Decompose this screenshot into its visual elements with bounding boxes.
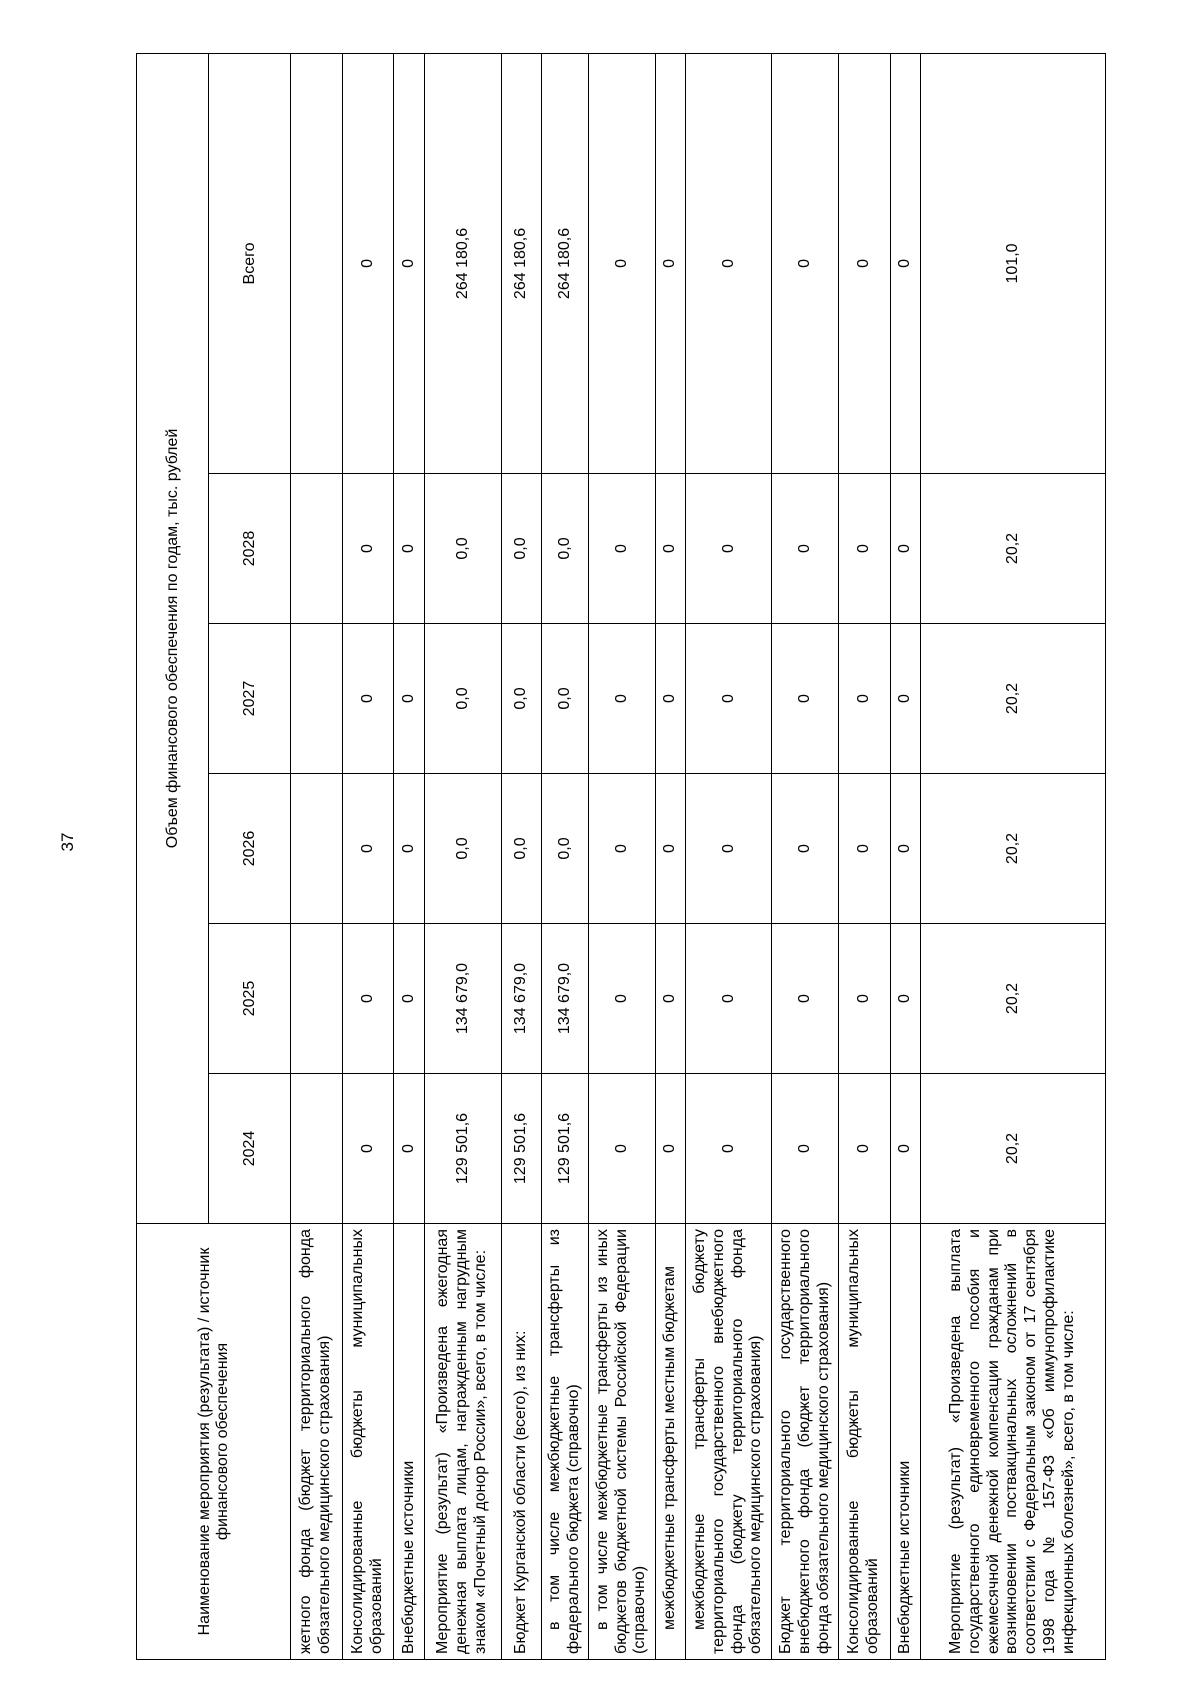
row-total-value: 0 — [589, 53, 655, 473]
row-label: Консолидированные бюджеты муниципальных образований — [342, 1224, 394, 1660]
row-label: Внебюджетные источники — [890, 1224, 920, 1660]
row-year-value: 0,0 — [424, 774, 502, 924]
row-year-value — [291, 774, 343, 924]
row-year-value: 0 — [685, 1074, 772, 1224]
header-year: 2026 — [209, 774, 291, 924]
row-year-value: 0 — [589, 774, 655, 924]
row-year-value — [291, 624, 343, 774]
row-total-value: 264 180,6 — [502, 53, 542, 473]
row-year-value: 0 — [394, 474, 424, 624]
row-year-value: 20,2 — [920, 624, 1105, 774]
row-label: Мероприятие (результат) «Произведена выплата государственного единовременного пособия и ежемесячной денежной компенсации гражданам при возникновении поствакцинальных осложнений в соответствии с Федеральным законом от 17 сентября 1998 года № 157-ФЗ «Об иммунопрофилактике инфекционных болезней», всего, в том числе: — [920, 1224, 1105, 1660]
row-year-value: 0 — [772, 774, 838, 924]
row-year-value: 0 — [890, 1074, 920, 1224]
header-year: 2027 — [209, 624, 291, 774]
header-year: 2025 — [209, 924, 291, 1074]
row-year-value: 0 — [685, 924, 772, 1074]
row-year-value — [291, 1074, 343, 1224]
table-row — [342, 53, 394, 1659]
row-year-value: 0 — [589, 624, 655, 774]
row-year-value: 129 501,6 — [502, 1074, 542, 1224]
table-row — [502, 53, 542, 1659]
row-year-value: 20,2 — [920, 924, 1105, 1074]
row-year-value: 0 — [342, 924, 394, 1074]
row-year-value: 0 — [685, 624, 772, 774]
row-year-value: 0,0 — [541, 774, 588, 924]
row-label: Бюджет территориального государственного внебюджетного фонда (бюджет территориального фонда обязательного медицинского страхования) — [772, 1224, 838, 1660]
row-year-value: 0 — [838, 924, 890, 1074]
row-year-value: 0 — [655, 474, 685, 624]
header-total: Всего — [209, 53, 291, 473]
row-year-value: 0 — [655, 624, 685, 774]
header-year: 2028 — [209, 474, 291, 624]
row-year-value: 0 — [394, 924, 424, 1074]
row-total-value: 0 — [838, 53, 890, 473]
row-year-value: 0 — [342, 474, 394, 624]
row-year-value: 0 — [838, 624, 890, 774]
row-year-value: 0,0 — [424, 624, 502, 774]
row-total-value: 264 180,6 — [424, 53, 502, 473]
row-year-value: 0 — [342, 624, 394, 774]
row-year-value: 0,0 — [502, 624, 542, 774]
header-year: 2024 — [209, 1074, 291, 1224]
row-label: в том числе межбюджетные трансферты из иных бюджетов бюджетной системы Российской Федерации (справочно) — [589, 1224, 655, 1660]
table-row — [541, 53, 588, 1659]
row-label: Внебюджетные источники — [394, 1224, 424, 1660]
row-year-value: 0 — [838, 474, 890, 624]
row-year-value: 134 679,0 — [541, 924, 588, 1074]
row-year-value: 134 679,0 — [502, 924, 542, 1074]
row-year-value: 0 — [394, 774, 424, 924]
row-year-value: 0,0 — [541, 474, 588, 624]
row-year-value: 20,2 — [920, 1074, 1105, 1224]
row-year-value: 0 — [890, 624, 920, 774]
row-year-value: 134 679,0 — [424, 924, 502, 1074]
row-year-value: 0 — [772, 474, 838, 624]
row-year-value: 0,0 — [424, 474, 502, 624]
row-year-value: 0 — [685, 774, 772, 924]
row-year-value: 0 — [589, 474, 655, 624]
row-label: межбюджетные трансферты бюджету территориального государственного внебюджетного фонда (бюджету территориального фонда обязательного медицинского страхования) — [685, 1224, 772, 1660]
row-year-value: 0 — [655, 924, 685, 1074]
row-year-value: 0 — [890, 774, 920, 924]
row-year-value: 0 — [589, 924, 655, 1074]
row-year-value: 0 — [589, 1074, 655, 1224]
row-year-value: 0 — [394, 1074, 424, 1224]
row-total-value: 264 180,6 — [541, 53, 588, 473]
header-row-1 — [137, 53, 209, 1659]
row-year-value: 0 — [772, 1074, 838, 1224]
row-year-value: 20,2 — [920, 774, 1105, 924]
row-year-value — [291, 924, 343, 1074]
row-total-value: 0 — [655, 53, 685, 473]
row-year-value: 0 — [342, 774, 394, 924]
row-total-value: 0 — [342, 53, 394, 473]
financing-table — [136, 53, 1106, 1660]
row-total-value: 0 — [772, 53, 838, 473]
table-row — [589, 53, 655, 1659]
row-year-value: 0,0 — [502, 474, 542, 624]
row-year-value: 0 — [394, 624, 424, 774]
row-label: Консолидированные бюджеты муниципальных образований — [838, 1224, 890, 1660]
row-label: Бюджет Курганской области (всего), из них: — [502, 1224, 542, 1660]
row-year-value: 20,2 — [920, 474, 1105, 624]
row-total-value: 0 — [685, 53, 772, 473]
rotated-page-content — [136, 54, 1106, 1660]
row-total-value: 0 — [394, 53, 424, 473]
row-year-value: 0,0 — [541, 624, 588, 774]
row-year-value — [291, 474, 343, 624]
row-year-value: 0 — [838, 1074, 890, 1224]
row-year-value: 0 — [655, 774, 685, 924]
row-total-value: 0 — [890, 53, 920, 473]
row-year-value: 0 — [838, 774, 890, 924]
table-row — [890, 53, 920, 1659]
row-year-value: 0 — [890, 474, 920, 624]
row-label: межбюджетные трансферты местным бюджетам — [655, 1224, 685, 1660]
table-row — [685, 53, 772, 1659]
row-year-value: 0,0 — [502, 774, 542, 924]
row-year-value: 129 501,6 — [541, 1074, 588, 1224]
row-label: в том числе межбюджетные трансферты из федерального бюджета (справочно) — [541, 1224, 588, 1660]
table-row — [655, 53, 685, 1659]
row-year-value: 0 — [685, 474, 772, 624]
row-year-value: 0 — [655, 1074, 685, 1224]
table-row — [920, 53, 1105, 1659]
table-row — [394, 53, 424, 1659]
row-year-value: 0 — [772, 924, 838, 1074]
table-row — [424, 53, 502, 1659]
row-year-value: 0 — [342, 1074, 394, 1224]
page-number: 37 — [58, 832, 77, 852]
row-total-value — [291, 53, 343, 473]
row-label: жетного фонда (бюджет территориального фонда обязательного медицинского страхования) — [291, 1224, 343, 1660]
row-total-value: 101,0 — [920, 53, 1105, 473]
table-row — [838, 53, 890, 1659]
row-label: Мероприятие (результат) «Произведена ежегодная денежная выплата лицам, награжденным нагрудным знаком «Почетный донор России», всего, в том числе: — [424, 1224, 502, 1660]
table-row — [291, 53, 343, 1659]
row-year-value: 0 — [772, 624, 838, 774]
header-name-column: Наименование мероприятия (результата) / источник финансового обеспечения — [137, 1224, 291, 1660]
header-financing-group: Объем финансового обеспечения по годам, тыс. рублей — [137, 53, 209, 1223]
row-year-value: 0 — [890, 924, 920, 1074]
table-row — [772, 53, 838, 1659]
row-year-value: 129 501,6 — [424, 1074, 502, 1224]
